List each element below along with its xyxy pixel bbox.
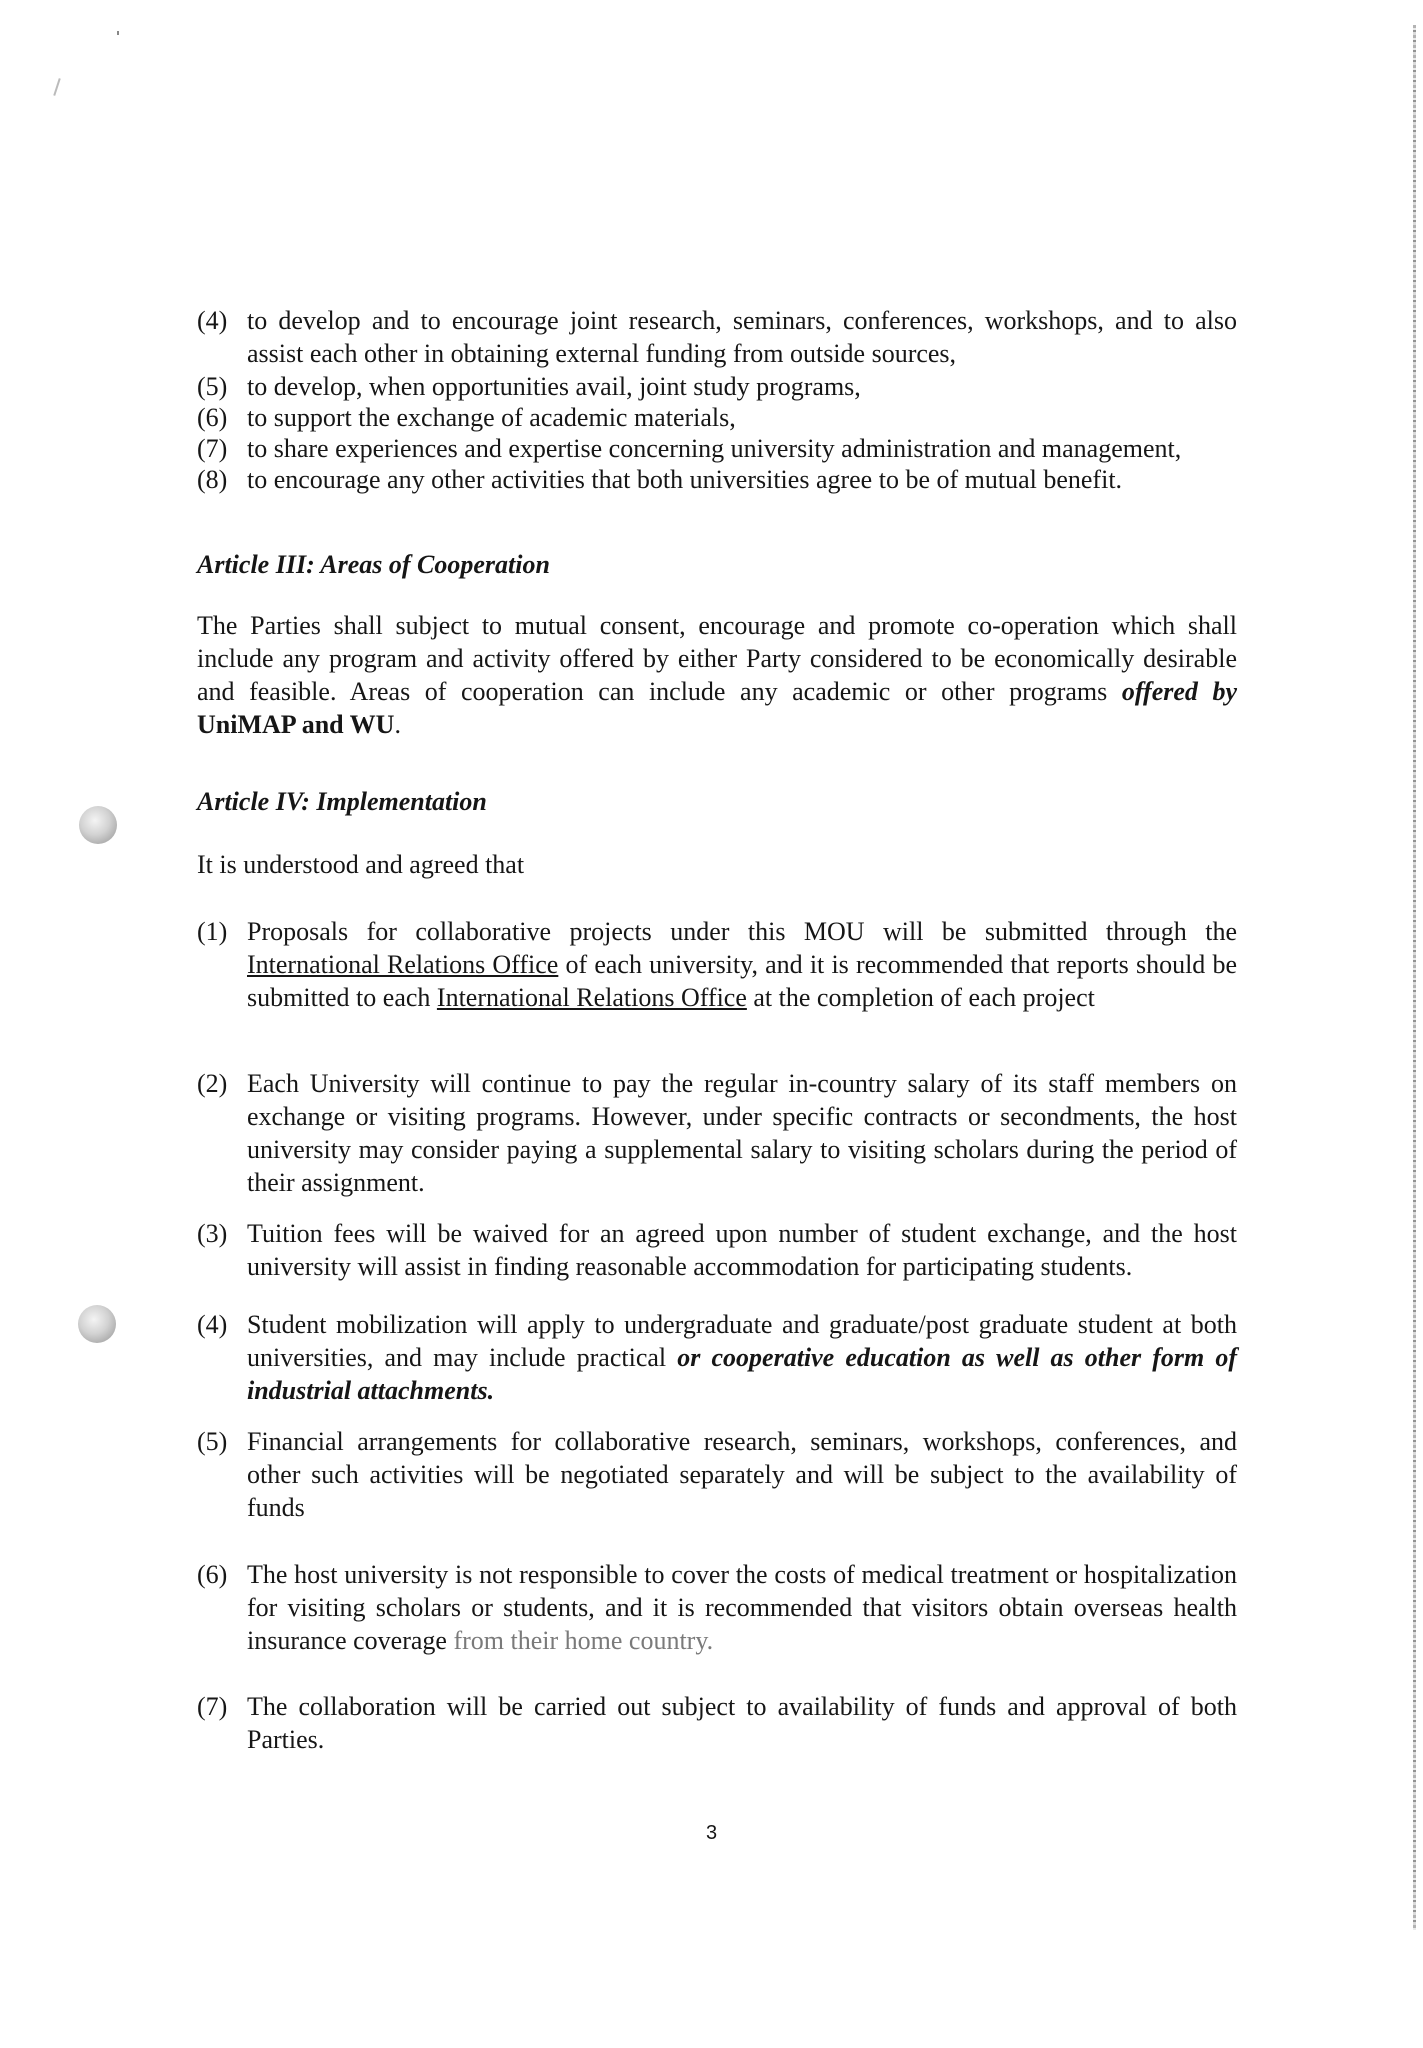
- paragraph-text: The Parties shall subject to mutual consent, encourage and promote co-operation which shall include any program and activity offered by either Party considered to be economically desirable and feasible. Areas of cooperation can include any academic or other programs: [197, 611, 1237, 706]
- objective-item: [197, 401, 1237, 434]
- article-3-heading: Article III: Areas of Cooperation: [197, 550, 550, 579]
- punch-hole-icon: [79, 806, 117, 844]
- international-relations-office-ref: International Relations Office: [247, 950, 559, 979]
- item-text: The collaboration will be carried out subject to availability of funds and approval of both Parties.: [247, 1692, 1237, 1754]
- item-number: (7): [197, 1692, 228, 1721]
- item-text: [247, 915, 1237, 1014]
- item-text-part: The host university is not responsible to cover the costs of medical treatment or hospitalization for visiting scholars or students, and it is recommended that visitors obtain overseas health insurance coverage: [247, 1560, 1237, 1655]
- item-text: Each University will continue to pay the regular in-country salary of its staff members on exchange or visiting programs. However, under specific contracts or secondments, the host university may consider paying a supplemental salary to visiting scholars during the period of their assignment.: [247, 1069, 1237, 1197]
- item-number: (8): [197, 465, 228, 494]
- implementation-item: [197, 915, 1237, 1014]
- implementation-item: [197, 1425, 1237, 1524]
- paragraph-bold: UniMAP and WU: [197, 710, 395, 739]
- implementation-item: [197, 1217, 1237, 1283]
- item-text: to share experiences and expertise concerning university administration and management,: [247, 434, 1182, 463]
- item-number: (3): [197, 1219, 228, 1248]
- item-text-faded: from their home country.: [453, 1626, 714, 1655]
- item-number: (4): [197, 306, 228, 335]
- implementation-item: [197, 1558, 1237, 1657]
- item-text: [247, 1308, 1237, 1407]
- item-text: to develop and to encourage joint research, seminars, conferences, workshops, and to also assist each other in obtaining external funding from outside sources,: [247, 306, 1237, 368]
- scan-speck: [117, 31, 119, 35]
- item-text: to support the exchange of academic materials,: [247, 403, 736, 432]
- objective-item: [197, 463, 1237, 496]
- item-number: (6): [197, 1560, 228, 1589]
- scan-speck: [53, 78, 60, 96]
- article-4-intro: It is understood and agreed that: [197, 850, 525, 879]
- item-text-emphasis: or cooperative education as well as other form of industrial attachments.: [247, 1343, 1238, 1405]
- item-text-part: Student mobilization will apply to undergraduate and graduate/post graduate student at both universities, and may include practical: [247, 1310, 1237, 1372]
- item-text-part: of each university, and it is recommended that reports should be submitted to each: [247, 950, 1238, 1012]
- item-number: (4): [197, 1310, 228, 1339]
- objective-item: [197, 432, 1237, 465]
- scanner-edge-artifact: [1413, 25, 1416, 1930]
- page-number: 3: [705, 1822, 718, 1844]
- item-number: (2): [197, 1069, 228, 1098]
- item-text: to develop, when opportunities avail, joint study programs,: [247, 372, 861, 401]
- item-text: to encourage any other activities that both universities agree to be of mutual benefit.: [247, 465, 1123, 494]
- item-number: (1): [197, 917, 228, 946]
- article-4-heading: Article IV: Implementation: [197, 787, 487, 816]
- item-number: (5): [197, 1427, 228, 1456]
- international-relations-office-ref: International Relations Office: [436, 983, 747, 1012]
- implementation-item: [197, 1690, 1237, 1756]
- item-text: Financial arrangements for collaborative research, seminars, workshops, conferences, and other such activities will be negotiated separately and will be subject to the availability of funds: [247, 1427, 1237, 1522]
- item-text: [247, 1558, 1237, 1657]
- objective-item: [197, 304, 1237, 370]
- punch-hole-icon: [78, 1305, 116, 1343]
- item-number: (7): [197, 434, 228, 463]
- item-number: (6): [197, 403, 228, 432]
- item-text-part: Proposals for collaborative projects under this MOU will be submitted through the: [247, 917, 1237, 946]
- implementation-item: [197, 1308, 1237, 1407]
- paragraph-italic: offered by: [1121, 677, 1238, 706]
- objective-item: [197, 370, 1237, 403]
- article-3-paragraph: [197, 609, 1237, 741]
- item-text: Tuition fees will be waived for an agreed upon number of student exchange, and the host university will assist in finding reasonable accommodation for participating students.: [247, 1219, 1237, 1281]
- paragraph-end: .: [394, 710, 401, 739]
- implementation-item: [197, 1067, 1237, 1199]
- item-text-part: at the completion of each project: [753, 983, 1095, 1012]
- item-number: (5): [197, 372, 228, 401]
